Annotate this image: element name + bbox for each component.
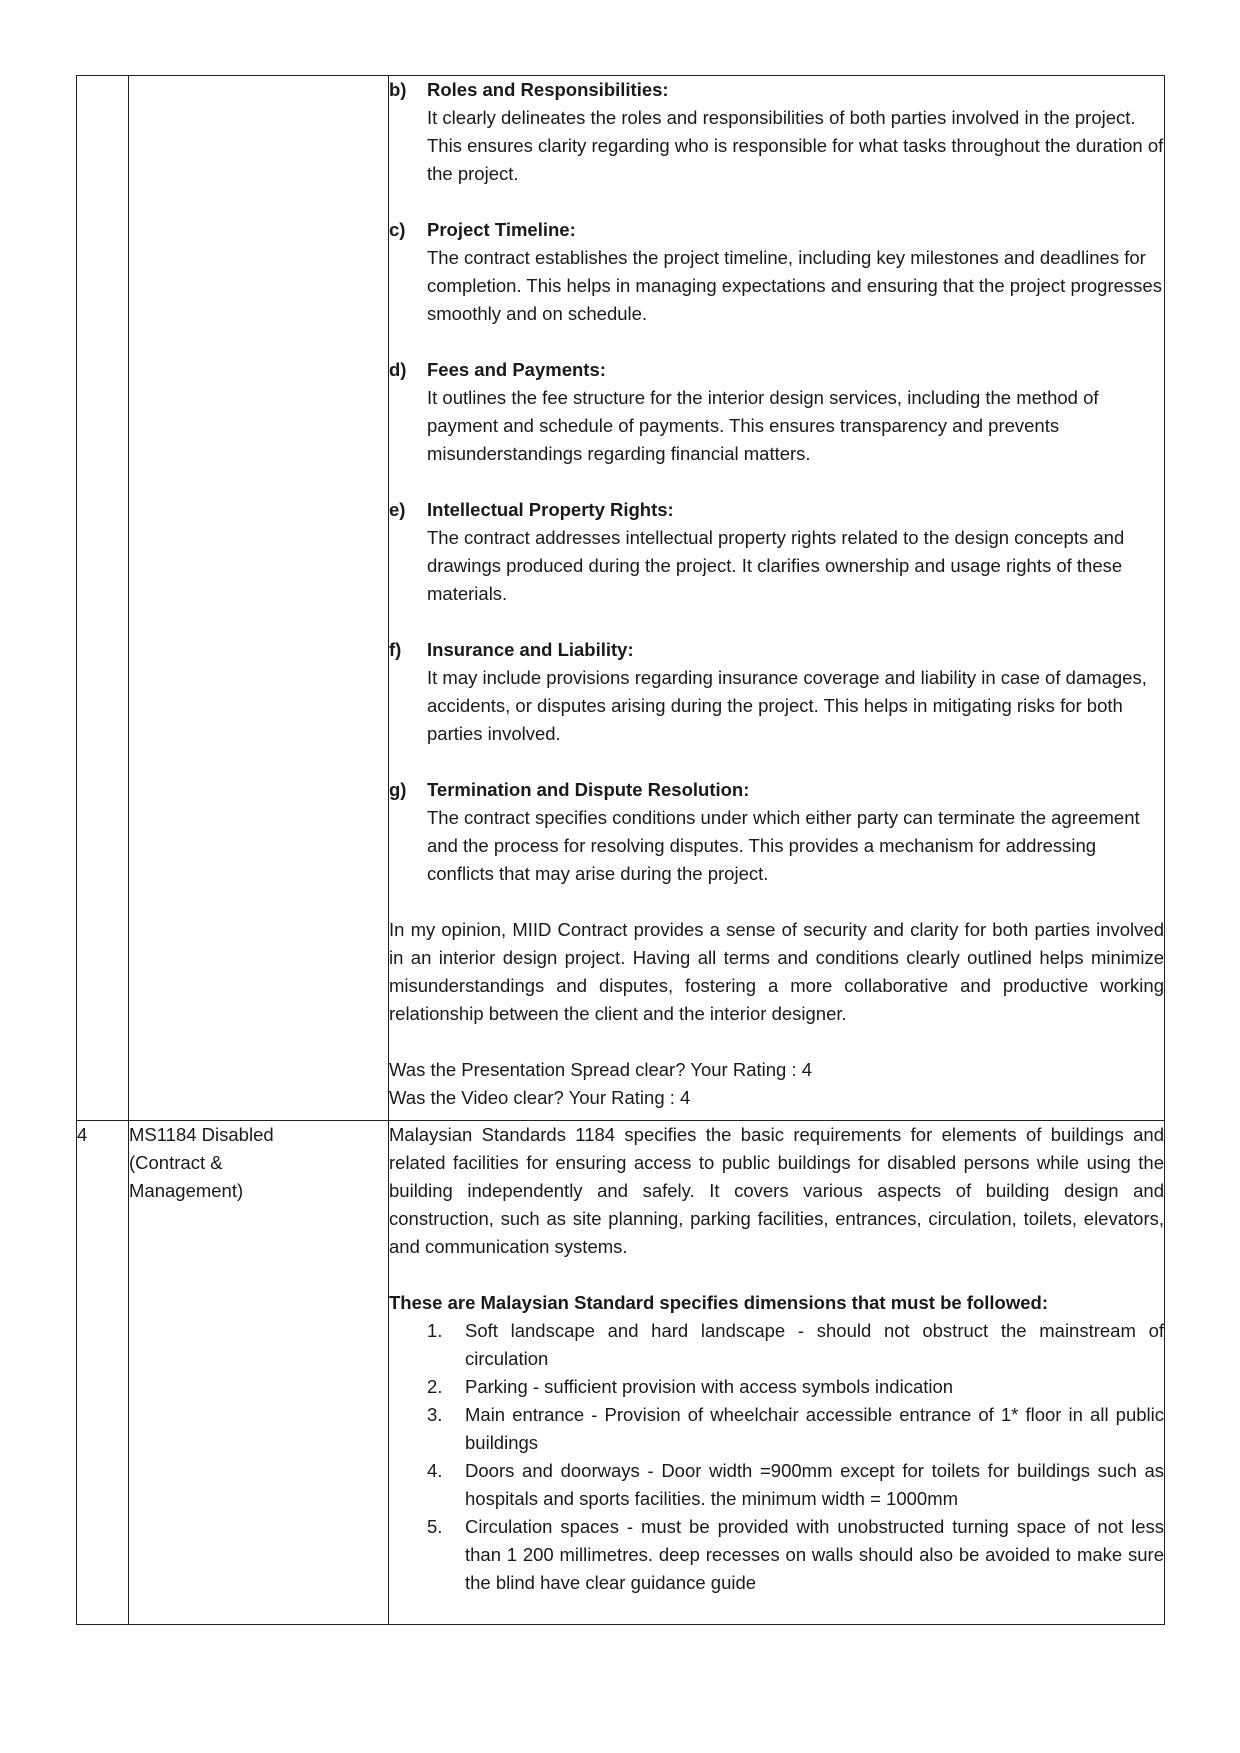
item-heading: Insurance and Liability: (427, 639, 634, 660)
list-item (389, 636, 1164, 748)
opinion-paragraph: In my opinion, MIID Contract provides a sense of security and clarity for both parties involved in an interior design project. Having all terms and conditions clearly outlined helps minimize misunderstandings and disputes, fostering a more collaborative and productive working relationship between the client and the interior designer. (389, 919, 1164, 1024)
row-title-line: Management) (129, 1180, 244, 1201)
list-number: 4. (427, 1460, 443, 1481)
dimensions-heading: These are Malaysian Standard specifies dimensions that must be followed: (389, 1292, 1048, 1313)
item-heading: Termination and Dispute Resolution: (427, 779, 750, 800)
rating-presentation-label: Was the Presentation Spread clear? Your Rating : (389, 1059, 802, 1080)
table-row-4 (77, 1121, 1165, 1625)
row-title-cell-empty (129, 76, 389, 1121)
list-text: Main entrance - Provision of wheelchair accessible entrance of 1* floor in all public buildings (465, 1404, 1164, 1453)
row-title-line: (Contract & (129, 1152, 223, 1173)
row-title-line: MS1184 Disabled (129, 1124, 274, 1145)
item-label: b) (389, 79, 407, 100)
list-text: Parking - sufficient provision with access symbols indication (465, 1376, 954, 1397)
item-text: It clearly delineates the roles and responsibilities of both parties involved in the project. This ensures clarity regarding who is responsible for what tasks throughout the duration of the project. (427, 107, 1164, 184)
rating-presentation (389, 1056, 1164, 1084)
row-number-cell-empty (77, 76, 129, 1121)
intro-paragraph: Malaysian Standards 1184 specifies the basic requirements for elements of buildings and related facilities for ensuring access to public buildings for disabled persons while using the building independently and safely. It covers various aspects of building design and construction, such as site planning, parking facilities, entrances, circulation, toilets, elevators, and communication systems. (389, 1124, 1164, 1257)
list-item (389, 496, 1164, 608)
item-heading: Roles and Responsibilities: (427, 79, 669, 100)
item-heading: Project Timeline: (427, 219, 576, 240)
row-content-cell (389, 76, 1165, 1121)
list-item (427, 1317, 1164, 1373)
row-number: 4 (77, 1124, 88, 1145)
rating-video-value: 4 (680, 1087, 691, 1108)
list-item (389, 776, 1164, 888)
item-heading: Fees and Payments: (427, 359, 606, 380)
row-content-cell (389, 1121, 1165, 1625)
item-label: f) (389, 639, 402, 660)
item-text: It may include provisions regarding insurance coverage and liability in case of damages, accidents, or disputes arising during the project. This helps in mitigating risks for both parties involved. (427, 667, 1147, 744)
row-title-cell (129, 1121, 389, 1625)
list-number: 2. (427, 1376, 443, 1397)
list-text: Soft landscape and hard landscape - should not obstruct the mainstream of circulation (465, 1320, 1164, 1369)
item-label: c) (389, 219, 406, 240)
list-number: 5. (427, 1516, 443, 1537)
list-item (427, 1457, 1164, 1513)
list-item (389, 216, 1164, 328)
item-text: The contract addresses intellectual property rights related to the design concepts and drawings produced during the project. It clarifies ownership and usage rights of these materials. (427, 527, 1125, 604)
item-text: The contract specifies conditions under which either party can terminate the agreement and the process for resolving disputes. This provides a mechanism for addressing conflicts that may arise during the project. (427, 807, 1140, 884)
item-heading: Intellectual Property Rights: (427, 499, 674, 520)
item-text: The contract establishes the project timeline, including key milestones and deadlines for completion. This helps in managing expectations and ensuring that the project progresses smoothly and on schedule. (427, 247, 1162, 324)
list-item (427, 1401, 1164, 1457)
item-label: d) (389, 359, 407, 380)
list-item (427, 1373, 1164, 1401)
list-item (389, 356, 1164, 468)
list-item (389, 76, 1164, 188)
item-label: g) (389, 779, 407, 800)
rating-video-label: Was the Video clear? Your Rating : (389, 1087, 681, 1108)
dimensions-list (389, 1317, 1164, 1597)
row-number-cell (77, 1121, 129, 1625)
list-number: 1. (427, 1320, 443, 1341)
list-item (427, 1513, 1164, 1597)
rating-presentation-value: 4 (801, 1059, 813, 1080)
rating-video (389, 1084, 1164, 1112)
list-text: Doors and doorways - Door width =900mm except for toilets for buildings such as hospitals and sports facilities. the minimum width = 1000mm (465, 1460, 1164, 1509)
list-text: Circulation spaces - must be provided with unobstructed turning space of not less than 1 200 millimetres. deep recesses on walls should also be avoided to make sure the blind have clear guidance guide (465, 1516, 1164, 1593)
list-number: 3. (427, 1404, 443, 1425)
assessment-table (76, 75, 1165, 1625)
table-row-continued (77, 76, 1165, 1121)
ratings-block (389, 1056, 1164, 1112)
item-label: e) (389, 499, 406, 520)
item-text: It outlines the fee structure for the interior design services, including the method of payment and schedule of payments. This ensures transparency and prevents misunderstandings regarding financial matters. (427, 387, 1099, 464)
